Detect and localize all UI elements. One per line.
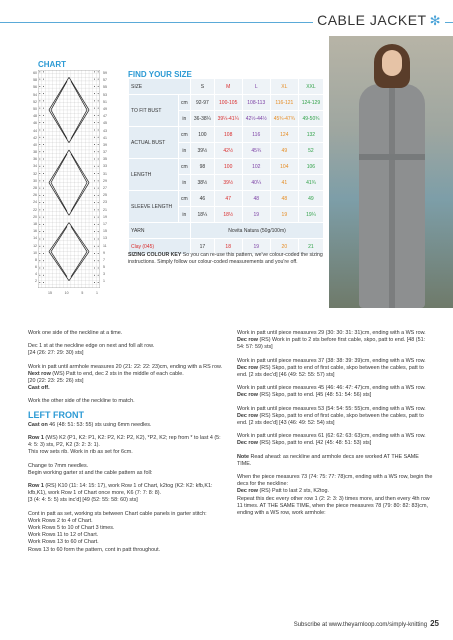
chart-row-number: 43 [103, 128, 107, 133]
table-cell: 19 [270, 207, 298, 223]
yarn-value: Novita Natura (50g/100m) [191, 223, 324, 239]
chart-row-number: 53 [103, 92, 107, 97]
table-cell: 52 [298, 143, 323, 159]
chart-row-number: 38 [33, 150, 37, 155]
chart-row-number: 7 [103, 257, 105, 262]
chart-title: CHART [38, 60, 66, 69]
unit-label: in [178, 143, 191, 159]
table-cell: 104 [270, 159, 298, 175]
chart-row-number: 17 [103, 221, 107, 226]
chart-row-number: 26 [33, 193, 37, 198]
chart-row-number: 36 [33, 157, 37, 162]
page-title: CABLE JACKET ✻ [313, 12, 445, 29]
table-cell: 124-129 [298, 95, 323, 111]
size-table-title: FIND YOUR SIZE [128, 70, 192, 79]
chart-col-number: 10 [64, 291, 69, 295]
table-cell: 21 [298, 239, 323, 255]
table-cell: 47 [214, 191, 242, 207]
chart-row-number: 5 [103, 265, 105, 270]
chart-col-number: 15 [48, 291, 52, 295]
chart-row-number: 6 [35, 265, 37, 270]
chart-col-number: 5 [81, 291, 84, 295]
table-cell: 100 [214, 159, 242, 175]
page-number: 25 [430, 619, 439, 628]
right-column: Work in patt until piece measures 29 (30: 30: 31: 31)cm, ending with a WS row. Dec row (RS) Work in patt to 2 sts before first cable, skpo, patt to end. [48 (51: 54: 57: 59) sts] Work in patt until piece measures 37 (38: 38: 39: 39)cm, ending with a WS row. Dec row (RS) Skpo, patt to end of first cable, skpo between the cables, patt to end. [2 sts dec'd] [46 (49: 52: 55: 57) sts] Work in patt until piece measures 45 (46: 46: 47: 47)cm, ending with a WS row. Dec row (RS) Skpo, patt to end. [45 (48: 51: 54: 56) sts] Work in patt until piece measures 53 (54: 54: 55: 55)cm, ending with a WS row. Dec row (RS) Skpo, patt to end of first cable, skpo between the cables, patt to end. [2 sts dec'd] [43 (46: 49: 52: 54) sts] Work in patt until piece measures 61 (62: 62: 63: 63)cm, ending with a WS row. Dec row (RS) Skpo, patt to end. [42 (45: 48: 51: 53) sts] Note Read ahead: as neckline and armhole decs are worked AT THE SAME TIME. When the piece measures 73 (74: 75: 77: 78)cm, ending with a WS row, begin the decs for the neckline: Dec row (RS) Patt to last 2 sts, K2tog. Repeat this dec every other row 1 (2: 2: 3: 3) times more, and then every 4th row 11 times. AT THE SAME TIME, when the piece measures 78 (79: 80: 82: 83)cm, ending with a WS row, work armhole: [237, 330, 433, 517]
size-label: SIZE [129, 79, 191, 95]
chart-row-number: 16 [33, 229, 37, 234]
chart-row-number: 25 [103, 193, 107, 198]
chart-row-number: 57 [103, 78, 107, 83]
table-cell: 41¾ [298, 175, 323, 191]
table-cell: 19¼ [298, 207, 323, 223]
chart-row-number: 15 [103, 229, 107, 234]
chart-row-number: 48 [33, 114, 37, 119]
chart-row-number: 10 [33, 250, 37, 255]
table-cell: 48 [242, 191, 270, 207]
size-header: S [191, 79, 215, 95]
chart-row-number: 13 [103, 236, 107, 241]
chart-row-number: 32 [33, 171, 37, 176]
chart-row-number: 33 [103, 164, 107, 169]
table-cell: 49 [298, 191, 323, 207]
unit-label: cm [178, 191, 191, 207]
table-cell: 48 [270, 191, 298, 207]
chart-row-number: 30 [33, 178, 37, 183]
chart-row-number: 50 [33, 106, 37, 111]
table-cell: 41 [270, 175, 298, 191]
chart-row-number: 22 [33, 207, 37, 212]
table-cell: 42½ [214, 143, 242, 159]
table-row [129, 223, 324, 239]
chart-row-number: 41 [103, 135, 107, 140]
row-label: SLEEVE LENGTH [129, 191, 179, 223]
chart-row-number: 60 [33, 71, 37, 75]
chart-row-number: 27 [103, 186, 107, 190]
size-header: M [214, 79, 242, 95]
chart-row-number: 24 [33, 200, 37, 205]
table-cell: 100 [191, 127, 215, 143]
table-cell: 42½-44½ [242, 111, 270, 127]
table-cell: 116 [242, 127, 270, 143]
table-row [129, 127, 324, 143]
chart-row-number: 51 [103, 99, 107, 104]
left-column: Work one side of the neckline at a time. Dec 1 st at the neckline edge on next and foll alt row. [24 (26: 27: 29: 30) sts] Work in patt until armhole measures 20 (21: 22: 22: 23)cm, ending with a RS row. Next row (WS) Patt to end, dec 2 sts in the middle of each cable. [20 (22: 23: 25: 26) sts] Cast off. Work the other side of the neckline to match. LEFT FRONT Cast on 46 (48: 51: 53: 55) sts using 6mm needles. Row 1 (WS) K2 (P1, K2: P1, K2: P2, K2: P2, K2), *P2, K2; rep from * to last 4 (5: 4: 5: 3) sts, P2, K2 (3: 2: 3: 1). This row sets rib. Work in rib as set for 6cm. Change to 7mm needles. Begin working garter st and the cable pattern as foll: Row 1 (RS) K10 (11: 14: 15: 17), work Row 1 of Chart, k2tog (K2: K2: kfb,K1: kfb,K1), work Row 1 of Chart once more, K6 (7: 7: 8: 8). [3 (4: 4: 5: 5) sts inc'd] [49 (52: 55: 58: 60) sts] Cont in patt as set, working sts between Chart cable panels in garter stitch: Work Rows 2 to 4 of Chart. Work Rows 5 to 10 of Chart 3 times. Work Rows 11 to 12 of Chart. Work Rows 13 to 60 of Chart. Rows 13 to 60 form the pattern, cont in patt throughout. [28, 330, 223, 553]
chart-row-number: 40 [33, 142, 37, 147]
chart-row-number: 20 [33, 214, 37, 219]
chart-row-number: 46 [33, 121, 37, 126]
chart-row-number: 47 [103, 114, 107, 119]
table-row [129, 95, 324, 111]
chart-row-number: 11 [103, 243, 107, 248]
table-cell: 36-38¼ [191, 111, 215, 127]
chart-row-number: 56 [33, 85, 37, 90]
table-cell: 40¼ [242, 175, 270, 191]
table-cell: 39¼-41¼ [214, 111, 242, 127]
chart-row-number: 54 [33, 92, 37, 97]
unit-label: in [178, 111, 191, 127]
cable-jacket-image [359, 84, 425, 308]
page-footer: Subscribe at www.theyarnloop.com/simply-knitting 25 [293, 619, 439, 628]
table-cell: 39½ [214, 175, 242, 191]
size-header: XXL [298, 79, 323, 95]
table-cell: 92-97 [191, 95, 215, 111]
table-cell: 49-50¾ [298, 111, 323, 127]
table-cell: 116-121 [270, 95, 298, 111]
chart-row-number: 23 [103, 200, 107, 205]
row-label: LENGTH [129, 159, 179, 191]
table-cell: 49 [270, 143, 298, 159]
table-cell: 100-105 [214, 95, 242, 111]
table-cell: 18 [214, 239, 242, 255]
table-cell: 108 [214, 127, 242, 143]
chart-col-number: 1 [96, 291, 98, 295]
chart-row-number: 3 [103, 272, 105, 277]
chart-row-number: 35 [103, 157, 107, 162]
chart-row-number: 59 [103, 71, 107, 75]
table-cell: 38½ [191, 175, 215, 191]
unit-label: cm [178, 127, 191, 143]
table-cell: 18¼ [191, 207, 215, 223]
chart-row-number: 18 [33, 221, 37, 226]
table-cell: 46 [191, 191, 215, 207]
table-cell: 98 [191, 159, 215, 175]
table-cell: 17 [191, 239, 215, 255]
chart-row-number: 34 [33, 164, 37, 169]
table-cell: 19 [242, 207, 270, 223]
chart-row-number: 1 [103, 279, 105, 284]
chart-row-number: 58 [33, 78, 37, 83]
size-header: XL [270, 79, 298, 95]
row-label: TO FIT BUST [129, 95, 179, 127]
size-table [128, 78, 324, 255]
chart-row-numbers-even [30, 72, 37, 288]
unit-label: in [178, 175, 191, 191]
model-photo [329, 36, 453, 308]
chart-row-number: 14 [33, 236, 37, 241]
table-cell: 39½ [191, 143, 215, 159]
chart-row-number: 4 [35, 272, 37, 277]
table-cell: 124 [270, 127, 298, 143]
snowflake-icon: ✻ [429, 13, 441, 28]
chart-row-number: 45 [103, 121, 107, 126]
chart-row-number: 39 [103, 142, 107, 147]
table-row [129, 159, 324, 175]
table-row [129, 191, 324, 207]
size-header: L [242, 79, 270, 95]
table-cell: 45¾ [242, 143, 270, 159]
chart-row-number: 19 [103, 214, 107, 219]
chart-row-number: 49 [103, 106, 107, 111]
table-cell: 102 [242, 159, 270, 175]
chart-row-number: 2 [35, 279, 37, 284]
chart-row-number: 42 [33, 135, 37, 140]
chart-row-number: 21 [103, 207, 107, 212]
chart-row-number: 9 [103, 250, 105, 255]
left-front-heading: LEFT FRONT [28, 409, 84, 420]
cable-chart [38, 70, 100, 288]
table-cell: 45¾-47¾ [270, 111, 298, 127]
unit-label: in [178, 207, 191, 223]
chart-row-number: 44 [33, 128, 37, 133]
table-cell: 18½ [214, 207, 242, 223]
chart-row-number: 8 [35, 257, 37, 262]
chart-row-numbers-odd [103, 72, 111, 288]
chart-row-number: 52 [33, 99, 37, 104]
table-cell: 19 [242, 239, 270, 255]
chart-column-numbers [48, 291, 98, 295]
unit-label: cm [178, 159, 191, 175]
table-cell: 106 [298, 159, 323, 175]
chart-row-number: 55 [103, 85, 107, 90]
sizing-colour-key: SIZING COLOUR KEY So you can re-use this pattern, we've colour-coded the sizing instructions. Simply follow our colour-coded measurements and you're off. [128, 252, 323, 265]
clay-label: Clay (045) [129, 239, 191, 255]
row-label: ACTUAL BUST [129, 127, 179, 159]
chart-row-number: 28 [33, 186, 37, 190]
table-cell: 108-113 [242, 95, 270, 111]
chart-row-number: 12 [33, 243, 37, 248]
chart-row-number: 31 [103, 171, 107, 176]
table-cell: 132 [298, 127, 323, 143]
unit-label: cm [178, 95, 191, 111]
page-header [0, 0, 453, 34]
yarn-label: YARN [129, 223, 191, 239]
table-cell: 20 [270, 239, 298, 255]
chart-row-number: 37 [103, 150, 107, 155]
chart-row-number: 29 [103, 178, 107, 183]
